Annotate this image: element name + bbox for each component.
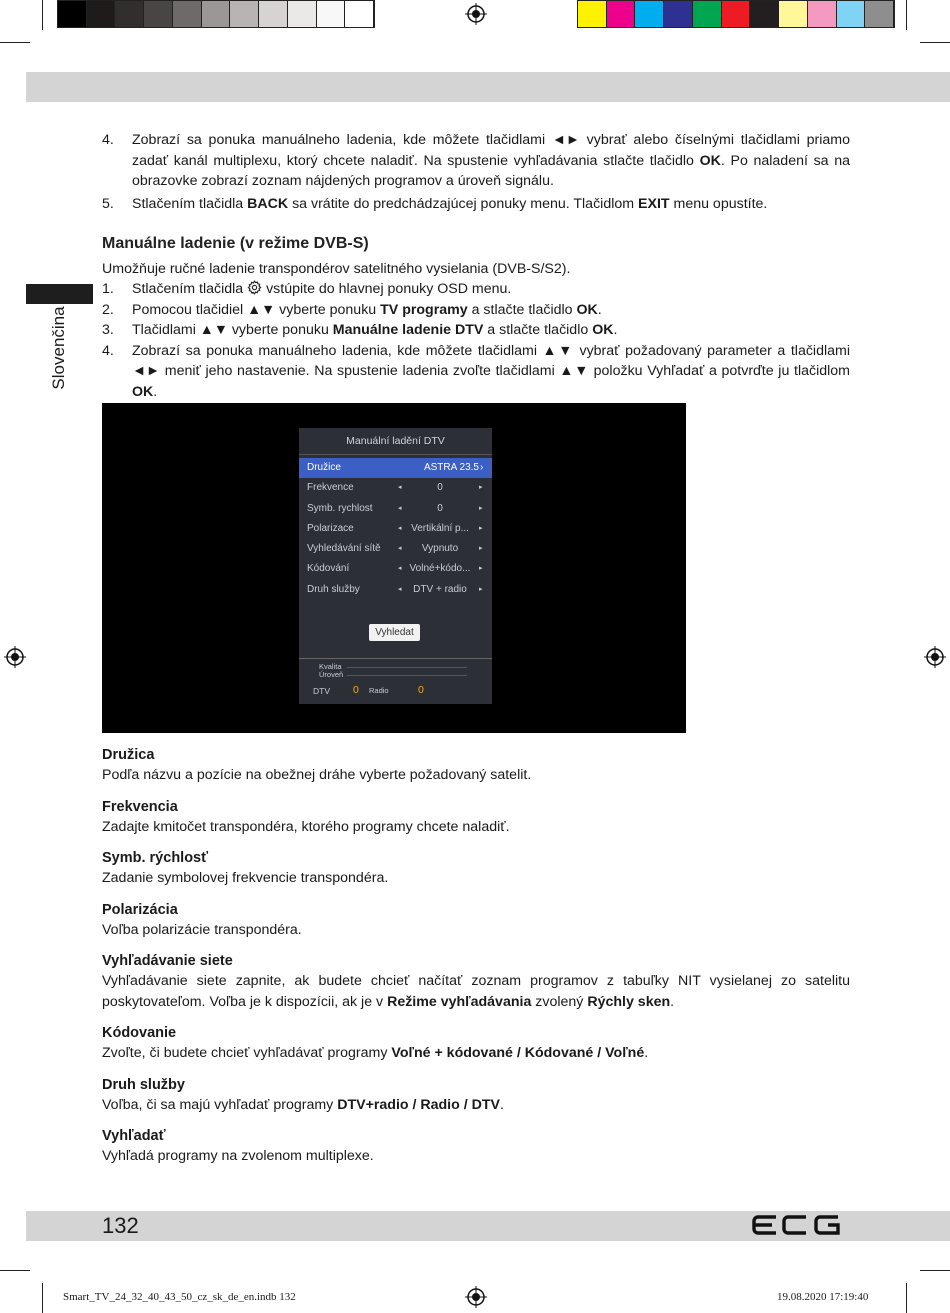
- inline-icon: [247, 281, 262, 297]
- crop-mark: [0, 1270, 30, 1271]
- dtv-count: 0: [353, 684, 359, 696]
- osd-row[interactable]: [299, 519, 492, 539]
- text-run: a stlačte tlačidlo: [467, 301, 577, 318]
- text-run: Tlačidlami ▲▼ vyberte ponuku: [132, 322, 333, 338]
- description-item: [102, 848, 850, 889]
- language-tab-marker: [26, 284, 93, 304]
- text-run: Zobrazí sa ponuka manuálneho ladenia, kde môžete tlačidlami ▲▼ vybrať požadovaný parameter a tlačidlami ◄► meniť jeho nastavenie. Na spustenie ladenia zvoľte tlačidlami ▲▼ položku Vyhľadať a potvrďte ju tlačidlom: [132, 342, 850, 379]
- radio-count: 0: [418, 684, 424, 696]
- list-item: [102, 130, 850, 192]
- description-item: [102, 1075, 850, 1116]
- color-swatch: [87, 1, 116, 27]
- text-run: menu opustíte.: [669, 195, 768, 212]
- bold-text: EXIT: [638, 195, 670, 212]
- osd-row-value: Vertikální p...: [411, 522, 469, 534]
- registration-mark-icon: [465, 3, 487, 25]
- text-run: .: [670, 993, 675, 1010]
- description-item: [102, 1126, 850, 1167]
- step-number: 1.: [102, 281, 114, 297]
- right-arrow-icon: ▸: [479, 545, 483, 553]
- color-swatch: [345, 1, 374, 27]
- level-bar: [347, 675, 467, 676]
- osd-row-value: Volné+kódo...: [409, 563, 471, 575]
- osd-row[interactable]: [299, 499, 492, 519]
- osd-rows: [299, 458, 492, 600]
- step-number: 4.: [102, 342, 114, 359]
- color-swatch: [317, 1, 346, 27]
- left-arrow-icon: ◂: [398, 504, 402, 512]
- osd-row-value: 0: [437, 482, 443, 494]
- crop-mark: [920, 42, 950, 43]
- text-run: zvolený: [531, 993, 588, 1010]
- print-date: 19.08.2020 17:19:40: [777, 1291, 869, 1303]
- right-arrow-icon: ›: [480, 462, 484, 473]
- description-text: [102, 1043, 850, 1064]
- registration-mark-icon: [4, 646, 26, 668]
- description-text: [102, 765, 850, 786]
- color-swatch: [865, 1, 894, 27]
- dtv-label: DTV: [313, 686, 330, 696]
- bold-text: OK: [699, 152, 721, 169]
- color-swatch: [115, 1, 144, 27]
- step-number: 2.: [102, 301, 114, 318]
- bold-text: DTV+radio / Radio / DTV: [337, 1096, 500, 1113]
- header-band: [26, 72, 950, 102]
- color-swatch: [202, 1, 231, 27]
- radio-label: Radio: [369, 686, 389, 695]
- text-run: Zadajte kmitočet transpondéra, ktorého programy chcete naladiť.: [102, 818, 510, 835]
- color-swatch: [259, 1, 288, 27]
- description-item: [102, 951, 850, 1012]
- registration-mark-icon: [465, 1286, 487, 1308]
- text-run: .: [153, 383, 158, 400]
- osd-row[interactable]: [299, 580, 492, 600]
- left-arrow-icon: ◂: [398, 545, 402, 553]
- crop-mark: [906, 1283, 907, 1313]
- gear-icon: [247, 280, 262, 295]
- color-swatch: [144, 1, 173, 27]
- text-run: Stlačením tlačidla: [132, 195, 248, 212]
- crop-mark: [42, 0, 43, 30]
- osd-row-label: Polarizace: [307, 522, 354, 534]
- osd-title: Manuální ladění DTV: [299, 428, 492, 455]
- osd-row-label: Kódování: [307, 563, 350, 575]
- description-text: [102, 817, 850, 838]
- bold-text: Voľné + kódované / Kódované / Voľné: [391, 1045, 645, 1061]
- section-intro: Umožňuje ručné ladenie transpondérov satelitného vysielania (DVB-S/S2).: [102, 260, 571, 277]
- description-title: Družica: [102, 747, 155, 763]
- registration-mark-icon: [924, 646, 946, 668]
- text-run: Zvoľte, či budete chcieť vyhľadávať programy: [102, 1045, 392, 1061]
- text-run: Stlačením tlačidla: [132, 281, 248, 297]
- section-title: Manuálne ladenie (v režime DVB-S): [102, 235, 369, 252]
- left-arrow-icon: ◂: [398, 524, 402, 532]
- color-swatch: [173, 1, 202, 27]
- color-swatch: [664, 1, 693, 27]
- text-run: Voľba, či sa majú vyhľadať programy: [102, 1096, 338, 1113]
- text-run: sa vrátite do predchádzajúcej ponuky menu. Tlačidlom: [288, 195, 639, 212]
- right-arrow-icon: ▸: [479, 504, 483, 512]
- page-number: 132: [102, 1213, 139, 1238]
- gray-color-bar: [57, 0, 375, 28]
- text-run: .: [613, 322, 618, 338]
- text-run: Pomocou tlačidiel ▲▼ vyberte ponuku: [132, 301, 381, 318]
- description-title: Vyhľadávanie siete: [102, 953, 233, 969]
- bold-text: OK: [576, 301, 598, 318]
- quality-bar: [347, 667, 467, 668]
- osd-row-value: Vypnuto: [421, 543, 459, 555]
- description-title: Druh služby: [102, 1076, 185, 1093]
- crop-mark: [906, 0, 907, 30]
- description-title: Kódovanie: [102, 1025, 177, 1041]
- list-item: [102, 194, 850, 215]
- description-text: [102, 868, 850, 889]
- manual-tuning-section: [102, 234, 850, 402]
- right-arrow-icon: ▸: [479, 565, 483, 573]
- intro-steps: [102, 130, 850, 214]
- left-arrow-icon: ◂: [398, 585, 402, 593]
- description-text: [102, 920, 850, 941]
- text-run: Podľa názvu a pozície na obežnej dráhe vyberte požadovaný satelit.: [102, 767, 532, 783]
- list-item: [102, 300, 850, 321]
- text-run: a stlačte tlačidlo: [483, 322, 593, 338]
- color-swatch: [693, 1, 722, 27]
- step-number: 5.: [102, 195, 114, 212]
- description-item: [102, 745, 850, 786]
- process-color-bar: [577, 0, 895, 28]
- bold-text: BACK: [247, 195, 289, 212]
- osd-row[interactable]: [299, 458, 492, 478]
- text-run: vstúpite do hlavnej ponuky OSD menu.: [262, 281, 512, 297]
- list-item: [102, 279, 850, 300]
- bold-text: OK: [132, 383, 154, 400]
- color-swatch: [230, 1, 259, 27]
- osd-row-value: DTV + radio: [413, 583, 467, 595]
- text-run: . Po naladení sa na obrazovke zobrazí zoznam nájdených programov a úroveň signálu.: [132, 152, 851, 189]
- text-run: .: [644, 1045, 649, 1061]
- description-text: [102, 971, 850, 1012]
- level-label: Úroveň: [319, 670, 344, 679]
- description-title: Polarizácia: [102, 901, 178, 918]
- text-run: .: [500, 1096, 504, 1113]
- crop-mark: [42, 1283, 43, 1313]
- description-item: [102, 797, 850, 838]
- color-swatch: [837, 1, 866, 27]
- left-arrow-icon: ◂: [398, 484, 402, 492]
- signal-panel: [299, 658, 492, 679]
- osd-row-label: Druh služby: [307, 583, 360, 595]
- description-title: Frekvencia: [102, 798, 178, 815]
- intro-step-list: [102, 130, 850, 214]
- color-swatch: [722, 1, 751, 27]
- text-run: Vyhľadá programy na zvolenom multiplexe.: [102, 1148, 374, 1164]
- osd-row-value: ASTRA 23.5: [423, 462, 479, 473]
- osd-menu: [299, 428, 492, 704]
- right-arrow-icon: ▸: [479, 484, 483, 492]
- osd-row-label: Družice: [307, 462, 341, 473]
- file-name: Smart_TV_24_32_40_43_50_cz_sk_de_en.indb 132: [63, 1291, 296, 1303]
- quality-label: Kvalita: [319, 662, 342, 671]
- color-swatch: [578, 1, 607, 27]
- text-run: Vyhľadávanie siete zapnite, ak budete chcieť načítať zoznam programov z tabuľky NIT vysielanej zo satelitu poskytovateľom. Voľba je k dispozícii, ak je v: [102, 973, 850, 1010]
- right-arrow-icon: ▸: [479, 524, 483, 532]
- text-run: Voľba polarizácie transpondéra.: [102, 921, 302, 938]
- osd-search-button[interactable]: Vyhledat: [369, 624, 420, 641]
- color-swatch: [288, 1, 317, 27]
- color-swatch: [779, 1, 808, 27]
- ecg-logo: [752, 1214, 840, 1236]
- parameter-descriptions: [102, 745, 850, 1178]
- tv-screenshot: [102, 403, 686, 733]
- color-swatch: [808, 1, 837, 27]
- step-list: [102, 279, 850, 402]
- color-swatch: [635, 1, 664, 27]
- osd-row-label: Frekvence: [307, 482, 354, 494]
- bold-text: Rýchly sken: [587, 993, 671, 1010]
- color-swatch: [750, 1, 779, 27]
- osd-row[interactable]: [299, 478, 492, 498]
- text-run: Zadanie symbolovej frekvencie transpondéra.: [102, 870, 389, 886]
- color-swatch: [607, 1, 636, 27]
- text-run: Zobrazí sa ponuka manuálneho ladenia, kde môžete tlačidlami ◄► vybrať alebo číselnými tlačidlami priamo zadať kanál multiplexu, ktorý chcete naladiť. Na spustenie vyhľadávania stlačte tlačidlo: [132, 132, 850, 169]
- description-item: [102, 900, 850, 941]
- crop-mark: [0, 42, 30, 43]
- description-title: Vyhľadať: [102, 1128, 166, 1144]
- bold-text: TV programy: [380, 301, 468, 318]
- osd-row-value: 0: [437, 502, 443, 514]
- bold-text: Manuálne ladenie DTV: [332, 322, 484, 338]
- step-number: 3.: [102, 322, 114, 338]
- osd-row-label: Symb. rychlost: [307, 502, 373, 514]
- description-text: [102, 1146, 850, 1167]
- description-item: [102, 1023, 850, 1064]
- left-arrow-icon: ◂: [398, 565, 402, 573]
- osd-row[interactable]: [299, 559, 492, 579]
- bold-text: Režime vyhľadávania: [387, 993, 532, 1010]
- color-swatch: [58, 1, 87, 27]
- osd-row-label: Vyhledávání sítě: [307, 543, 381, 555]
- description-text: [102, 1095, 850, 1116]
- step-number: 4.: [102, 132, 114, 148]
- list-item: [102, 341, 850, 403]
- language-side-label: Slovenčina: [49, 306, 68, 390]
- text-run: .: [597, 301, 602, 318]
- description-title: Symb. rýchlosť: [102, 850, 209, 866]
- list-item: [102, 320, 850, 341]
- right-arrow-icon: ▸: [479, 585, 483, 593]
- bold-text: OK: [592, 322, 614, 338]
- crop-mark: [920, 1270, 950, 1271]
- osd-row[interactable]: [299, 539, 492, 559]
